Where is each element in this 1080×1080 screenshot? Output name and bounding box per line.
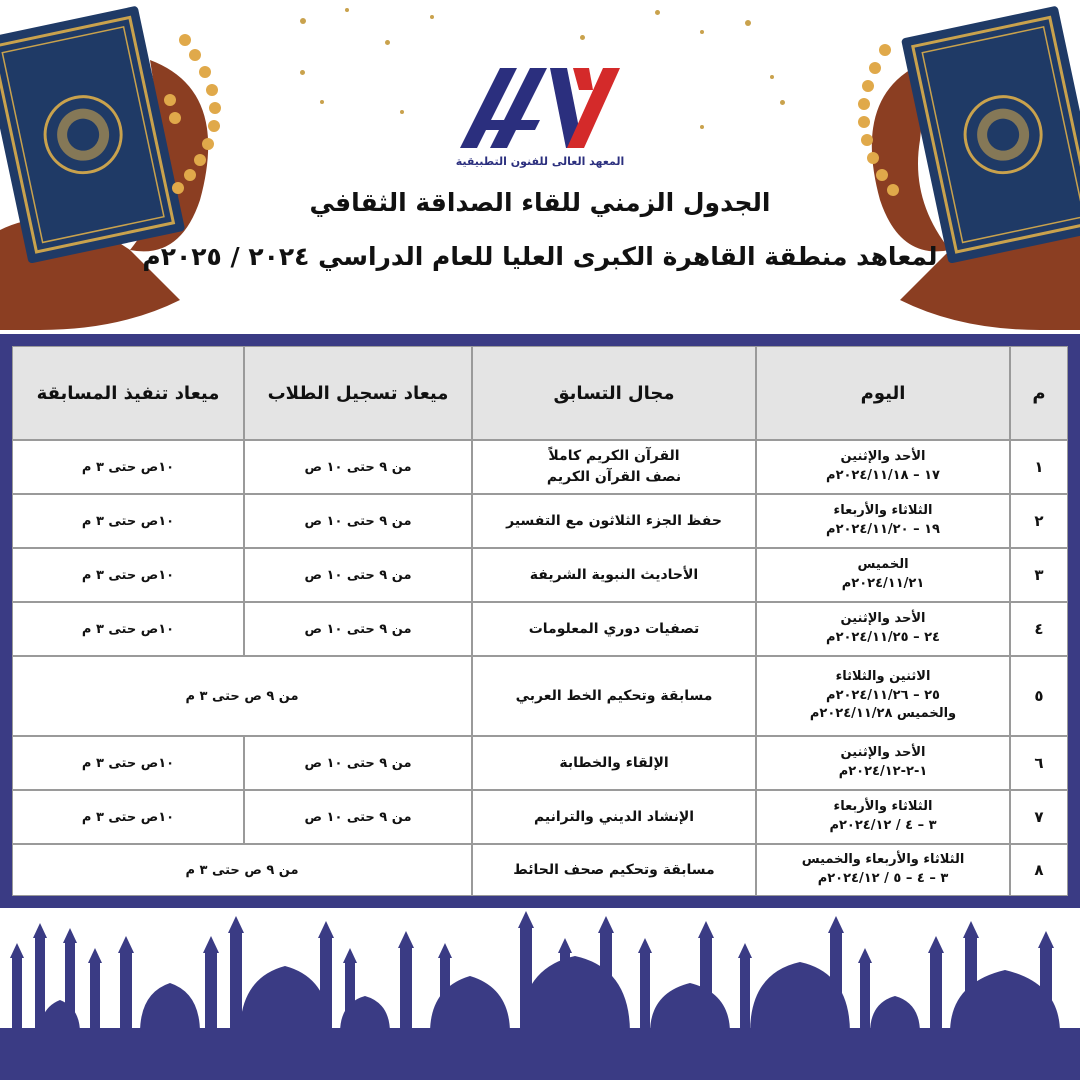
decor-dot (385, 40, 390, 45)
decor-dot (400, 110, 404, 114)
row-execution: ١٠ص حتى ٣ م (12, 548, 244, 602)
row-num: ١ (1010, 440, 1068, 494)
quran-book-icon (840, 0, 1080, 330)
day-date: ١-٢-٢٠٢٤/١٢م (838, 764, 928, 779)
row-execution: ١٠ص حتى ٣ م (12, 602, 244, 656)
row-day (756, 440, 1010, 494)
row-execution: ١٠ص حتى ٣ م (12, 790, 244, 844)
logo-caption: المعهد العالى للفنون التطبيقية (455, 155, 625, 168)
header-field: مجال التسابق (472, 346, 756, 440)
day-date: ٢٥ – ٢٠٢٤/١١/٢٦م (826, 687, 940, 703)
row-field (472, 656, 756, 736)
row-field (472, 790, 756, 844)
row-field (472, 548, 756, 602)
header-execution: ميعاد تنفيذ المسابقة (12, 346, 244, 440)
day-date: ٢٤ – ٢٠٢٤/١١/٢٥م (826, 630, 940, 645)
row-registration: من ٩ حتى ١٠ ص (244, 790, 472, 844)
row-day (756, 790, 1010, 844)
decor-dot (580, 35, 585, 40)
row-execution: ١٠ص حتى ٣ م (12, 736, 244, 790)
row-field (472, 602, 756, 656)
day-name: الأحد والإثنين (840, 611, 926, 627)
row-registration: من ٩ حتى ١٠ ص (244, 440, 472, 494)
day-name: الثلاثاء والأربعاء والخميس (801, 852, 965, 868)
row-num: ٢ (1010, 494, 1068, 548)
row-field (472, 736, 756, 790)
decor-dot (300, 18, 306, 24)
schedule-table (12, 346, 1068, 896)
decor-dot (700, 125, 704, 129)
quran-book-icon (0, 0, 240, 330)
institute-logo-icon (455, 60, 625, 170)
field-line: مسابقة وتحكيم الخط العربي (515, 687, 713, 704)
day-date: ٢٠٢٤/١١/٢١م (841, 576, 925, 591)
row-day (756, 548, 1010, 602)
decor-dot (700, 30, 704, 34)
page-subtitle: لمعاهد منطقة القاهرة الكبرى العليا للعام الدراسي ٢٠٢٤ / ٢٠٢٥م (142, 242, 938, 271)
row-num: ٨ (1010, 844, 1068, 896)
row-num: ٣ (1010, 548, 1068, 602)
decor-dot (345, 8, 349, 12)
header (0, 0, 1080, 334)
row-num: ٤ (1010, 602, 1068, 656)
decor-dot (770, 75, 774, 79)
header-day: اليوم (756, 346, 1010, 440)
day-name: الأحد والإثنين (840, 745, 926, 761)
mosque-skyline-icon (0, 908, 1080, 1080)
day-date: ١٩ – ٢٠٢٤/١١/٢٠م (826, 522, 940, 537)
day-name: الثلاثاء والأربعاء (833, 799, 933, 815)
decor-dot (655, 10, 660, 15)
header-num: م (1010, 346, 1068, 440)
header-registration: ميعاد تسجيل الطلاب (244, 346, 472, 440)
day-date: ١٧ – ٢٠٢٤/١١/١٨م (826, 468, 940, 483)
row-field (472, 844, 756, 896)
decor-dot (745, 20, 751, 26)
schedule-frame (0, 334, 1080, 908)
decor-dot (320, 100, 324, 104)
row-field (472, 494, 756, 548)
day-date: ٣ – ٤ / ٢٠٢٤/١٢م (829, 818, 937, 833)
row-day (756, 602, 1010, 656)
decor-dot (430, 15, 434, 19)
day-date: ٣ – ٤ – ٥ / ٢٠٢٤/١٢م (817, 871, 949, 886)
day-name: الأحد والإثنين (840, 449, 926, 465)
row-day (756, 494, 1010, 548)
field-line: تصفيات دوري المعلومات (528, 620, 700, 637)
field-line: الإلقاء والخطابة (559, 754, 669, 771)
row-num: ٥ (1010, 656, 1068, 736)
day-date: والخميس ٢٠٢٤/١١/٢٨م (809, 706, 957, 722)
decor-dot (780, 100, 785, 105)
day-name: الاثنين والثلاثاء (835, 668, 931, 684)
row-combined-time: من ٩ ص حتى ٣ م (12, 656, 472, 736)
field-line: نصف القرآن الكريم (546, 469, 682, 485)
field-line: مسابقة وتحكيم صحف الحائط (513, 861, 715, 878)
row-registration: من ٩ حتى ١٠ ص (244, 602, 472, 656)
row-field (472, 440, 756, 494)
row-combined-time: من ٩ ص حتى ٣ م (12, 844, 472, 896)
decor-dot (300, 70, 305, 75)
row-execution: ١٠ص حتى ٣ م (12, 494, 244, 548)
field-line: الإنشاد الديني والترانيم (533, 808, 695, 825)
day-name: الثلاثاء والأربعاء (833, 503, 933, 519)
row-registration: من ٩ حتى ١٠ ص (244, 494, 472, 548)
page-title: الجدول الزمني للقاء الصداقة الثقافي (309, 188, 771, 217)
row-execution: ١٠ص حتى ٣ م (12, 440, 244, 494)
row-day (756, 656, 1010, 736)
field-line: حفظ الجزء الثلاثون مع التفسير (506, 512, 722, 529)
day-name: الخميس (857, 557, 909, 573)
row-registration: من ٩ حتى ١٠ ص (244, 736, 472, 790)
row-num: ٦ (1010, 736, 1068, 790)
row-day (756, 736, 1010, 790)
row-num: ٧ (1010, 790, 1068, 844)
row-registration: من ٩ حتى ١٠ ص (244, 548, 472, 602)
field-line: الأحاديث النبوية الشريفة (529, 566, 699, 583)
field-line: القرآن الكريم كاملاً (548, 448, 680, 464)
row-day (756, 844, 1010, 896)
